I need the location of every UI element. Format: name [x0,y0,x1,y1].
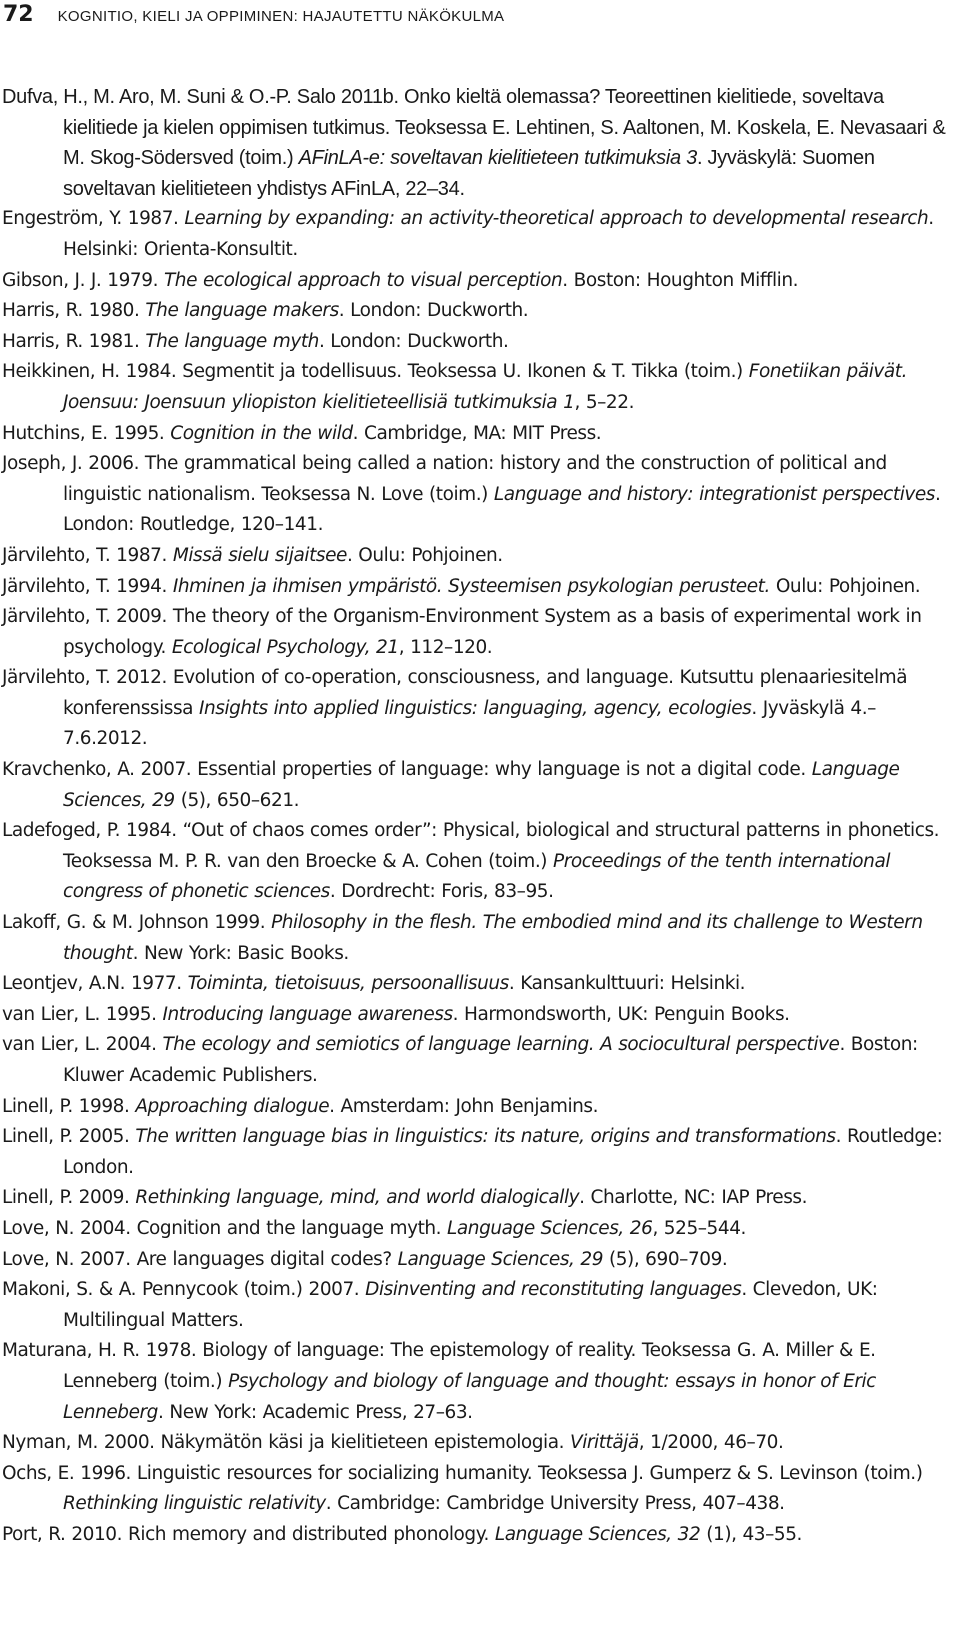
reference-text: (1), 43–55. [700,1523,802,1545]
reference-text: . Clevedon, UK: Multilingual Matters. [63,1279,878,1331]
reference-title-italic: Language Sciences, 29 [397,1248,604,1270]
reference-text: Järvilehto, T. 1994. [2,575,173,597]
reference-text: . Jyväskylä: Suomen soveltavan kielitieteen yhdistys AFinLA, 22–34. [63,147,875,200]
reference-entry [2,1214,950,1245]
reference-text: Leontjev, A.N. 1977. [2,973,188,995]
reference-text: . Kansankulttuuri: Helsinki. [508,973,746,995]
reference-text: Lakoff, G. & M. Johnson 1999. [2,912,272,934]
reference-text: . Amsterdam: John Benjamins. [329,1095,599,1117]
reference-text: . Jyväskylä 4.–7.6.2012. [63,697,876,750]
reference-text: Dufva, H., M. Aro, M. Suni & O.-P. Salo 2011b. Onko kieltä olemassa? Teoreettinen kielitiede, soveltava kielitiede ja kielen oppimisen tutkimus. Teoksessa E. Lehtinen, S. Aaltonen, M. Koskela, E. Nevasaari & M. Skog-Södersved (toim.) [2,86,946,170]
reference-text: . Boston: Kluwer Academic Publishers. [63,1034,918,1086]
reference-text: (5), 690–709. [603,1248,728,1270]
reference-title-italic: Introducing language awareness [162,1003,453,1025]
reference-text: . New York: Basic Books. [132,942,349,964]
reference-title-italic: AFinLA-e: soveltavan kielitieteen tutkimuksia 3 [298,147,697,170]
reference-entry [2,1245,950,1276]
reference-title-italic: The written language bias in linguistics: its nature, origins and transformations [135,1126,836,1148]
reference-title-italic: Proceedings of the tenth international congress of phonetic sciences [63,850,891,903]
reference-text: . Cambridge: Cambridge University Press, 407–438. [325,1493,785,1515]
reference-text: , 112–120. [398,636,493,658]
reference-title-italic: Virittäjä [569,1432,639,1454]
reference-text: Ochs, E. 1996. Linguistic resources for socializing humanity. Teoksessa J. Gumperz & S. Levinson (toim.) [2,1462,923,1484]
reference-entry [2,602,950,663]
reference-text: Järvilehto, T. 2009. The theory of the Organism-Environment System as a basis of experimental work in psychology. [2,606,922,658]
reference-title-italic: Approaching dialogue [135,1095,330,1117]
reference-title-italic: Fonetiikan päivät. Joensuu: Joensuun yliopiston kielitieteellisiä tutkimuksia 1 [63,361,908,413]
reference-text: van Lier, L. 1995. [2,1003,163,1025]
reference-text: Gibson, J. J. 1979. [2,269,164,291]
reference-title-italic: The ecological approach to visual perception [163,269,563,291]
reference-text: (5), 650–621. [174,789,300,811]
reference-entry [2,816,950,908]
reference-text: , 1/2000, 46–70. [638,1432,784,1454]
reference-text: . Charlotte, NC: IAP Press. [579,1187,808,1209]
reference-entry [2,204,950,265]
reference-title-italic: Philosophy in the flesh. The embodied mind and its challenge to Western thought [63,912,923,964]
reference-entry [2,296,950,327]
reference-entry [2,357,950,418]
reference-title-italic: Ihminen ja ihmisen ympäristö. Systeemisen psykologian perusteet. [172,575,770,597]
reference-text: Joseph, J. 2006. The grammatical being called a nation: history and the construction of political and linguistic nationalism. Teoksessa N. Love (toim.) [2,453,887,505]
reference-title-italic: Cognition in the wild [170,422,353,444]
reference-text: van Lier, L. 2004. [2,1034,163,1056]
reference-title-italic: Disinventing and reconstituting languages [365,1279,742,1301]
reference-title-italic: The ecology and semiotics of language learning. A sociocultural perspective [162,1034,840,1056]
reference-text: . London: Duckworth. [338,300,529,322]
reference-entry [2,1030,950,1091]
reference-text: . Cambridge, MA: MIT Press. [352,422,602,444]
reference-title-italic: Language Sciences, 29 [63,759,900,811]
reference-text: Hutchins, E. 1995. [2,422,171,444]
reference-list [2,82,950,1551]
reference-text: Maturana, H. R. 1978. Biology of language: The epistemology of reality. Teoksessa G. A. Miller & E. Lenneberg (toim.) [2,1340,876,1392]
reference-entry [2,1520,950,1551]
reference-title-italic: Ecological Psychology, 21 [171,636,399,658]
reference-title-italic: The language makers [145,300,339,322]
reference-text: Heikkinen, H. 1984. Segmentit ja todellisuus. Teoksessa U. Ikonen & T. Tikka (toim.) [2,361,749,383]
reference-entry [2,82,950,204]
reference-text: . Helsinki: Orienta-Konsultit. [63,208,934,260]
reference-text: Harris, R. 1981. [2,330,146,352]
reference-text: . London: Duckworth. [318,330,509,352]
reference-title-italic: Toiminta, tietoisuus, persoonallisuus [187,973,509,995]
reference-entry [2,1428,950,1459]
reference-text: Love, N. 2007. Are languages digital codes? [2,1248,398,1270]
reference-text: Linell, P. 2005. [2,1126,136,1148]
reference-entry [2,755,950,816]
reference-entry [2,1092,950,1123]
reference-text: , 5–22. [574,391,635,413]
reference-text: . Harmondsworth, UK: Penguin Books. [452,1003,790,1025]
reference-title-italic: Missä sielu sijaitsee [172,544,347,566]
running-head: KOGNITIO, KIELI JA OPPIMINEN: HAJAUTETTU NÄKÖKULMA [57,8,505,25]
reference-text: . Routledge: London. [63,1126,943,1178]
reference-text: Järvilehto, T. 2012. Evolution of co-operation, consciousness, and language. Kutsuttu plenaariesitelmä konferenssissa [2,667,908,719]
reference-text: . Oulu: Pohjoinen. [346,544,503,566]
reference-text: , 525–544. [652,1217,746,1239]
reference-entry [2,419,950,450]
reference-entry [2,908,950,969]
reference-text: . Dordrecht: Foris, 83–95. [329,881,554,903]
reference-text: Järvilehto, T. 1987. [2,544,173,566]
reference-entry [2,1122,950,1183]
reference-entry [2,572,950,603]
reference-entry [2,969,950,1000]
reference-text: Love, N. 2004. Cognition and the language myth. [2,1217,448,1239]
reference-entry [2,449,950,541]
reference-title-italic: Language Sciences, 32 [494,1523,701,1545]
reference-text: Nyman, M. 2000. Näkymätön käsi ja kielitieteen epistemologia. [2,1432,570,1454]
reference-entry [2,1275,950,1336]
reference-text: Engeström, Y. 1987. [2,208,185,230]
reference-title-italic: Language Sciences, 26 [447,1217,653,1239]
reference-text: Makoni, S. & A. Pennycook (toim.) 2007. [2,1279,366,1301]
reference-entry [2,1000,950,1031]
reference-title-italic: Psychology and biology of language and thought: essays in honor of Eric Lenneberg [63,1370,876,1423]
reference-title-italic: Learning by expanding: an activity-theoretical approach to developmental research [184,208,929,230]
reference-text: Kravchenko, A. 2007. Essential properties of language: why language is not a digital code. [2,759,812,781]
reference-title-italic: Language and history: integrationist perspectives [493,483,935,505]
reference-entry [2,1459,950,1520]
reference-text: Oulu: Pohjoinen. [769,575,921,597]
reference-entry [2,327,950,358]
reference-entry [2,541,950,572]
reference-entry [2,663,950,755]
reference-text: Harris, R. 1980. [2,300,146,322]
reference-entry [2,1336,950,1428]
reference-text: . New York: Academic Press, 27–63. [157,1401,473,1423]
reference-title-italic: Insights into applied linguistics: languaging, agency, ecologies [198,697,752,719]
reference-text: Linell, P. 2009. [2,1187,136,1209]
reference-text: Port, R. 2010. Rich memory and distributed phonology. [2,1523,495,1545]
reference-title-italic: The language myth [145,330,319,352]
reference-entry [2,266,950,297]
page-number: 72 [3,2,34,27]
reference-entry [2,1183,950,1214]
reference-text: . Boston: Houghton Mifflin. [562,269,799,291]
reference-text: Ladefoged, P. 1984. “Out of chaos comes order”: Physical, biological and structural patterns in phonetics. Teoksessa M. P. R. van den Broecke & A. Cohen (toim.) [2,820,940,872]
page-header [3,0,504,30]
reference-title-italic: Rethinking language, mind, and world dialogically [135,1187,580,1209]
reference-text: . London: Routledge, 120–141. [63,483,941,536]
reference-title-italic: Rethinking linguistic relativity [63,1493,326,1515]
reference-text: Linell, P. 1998. [2,1095,136,1117]
